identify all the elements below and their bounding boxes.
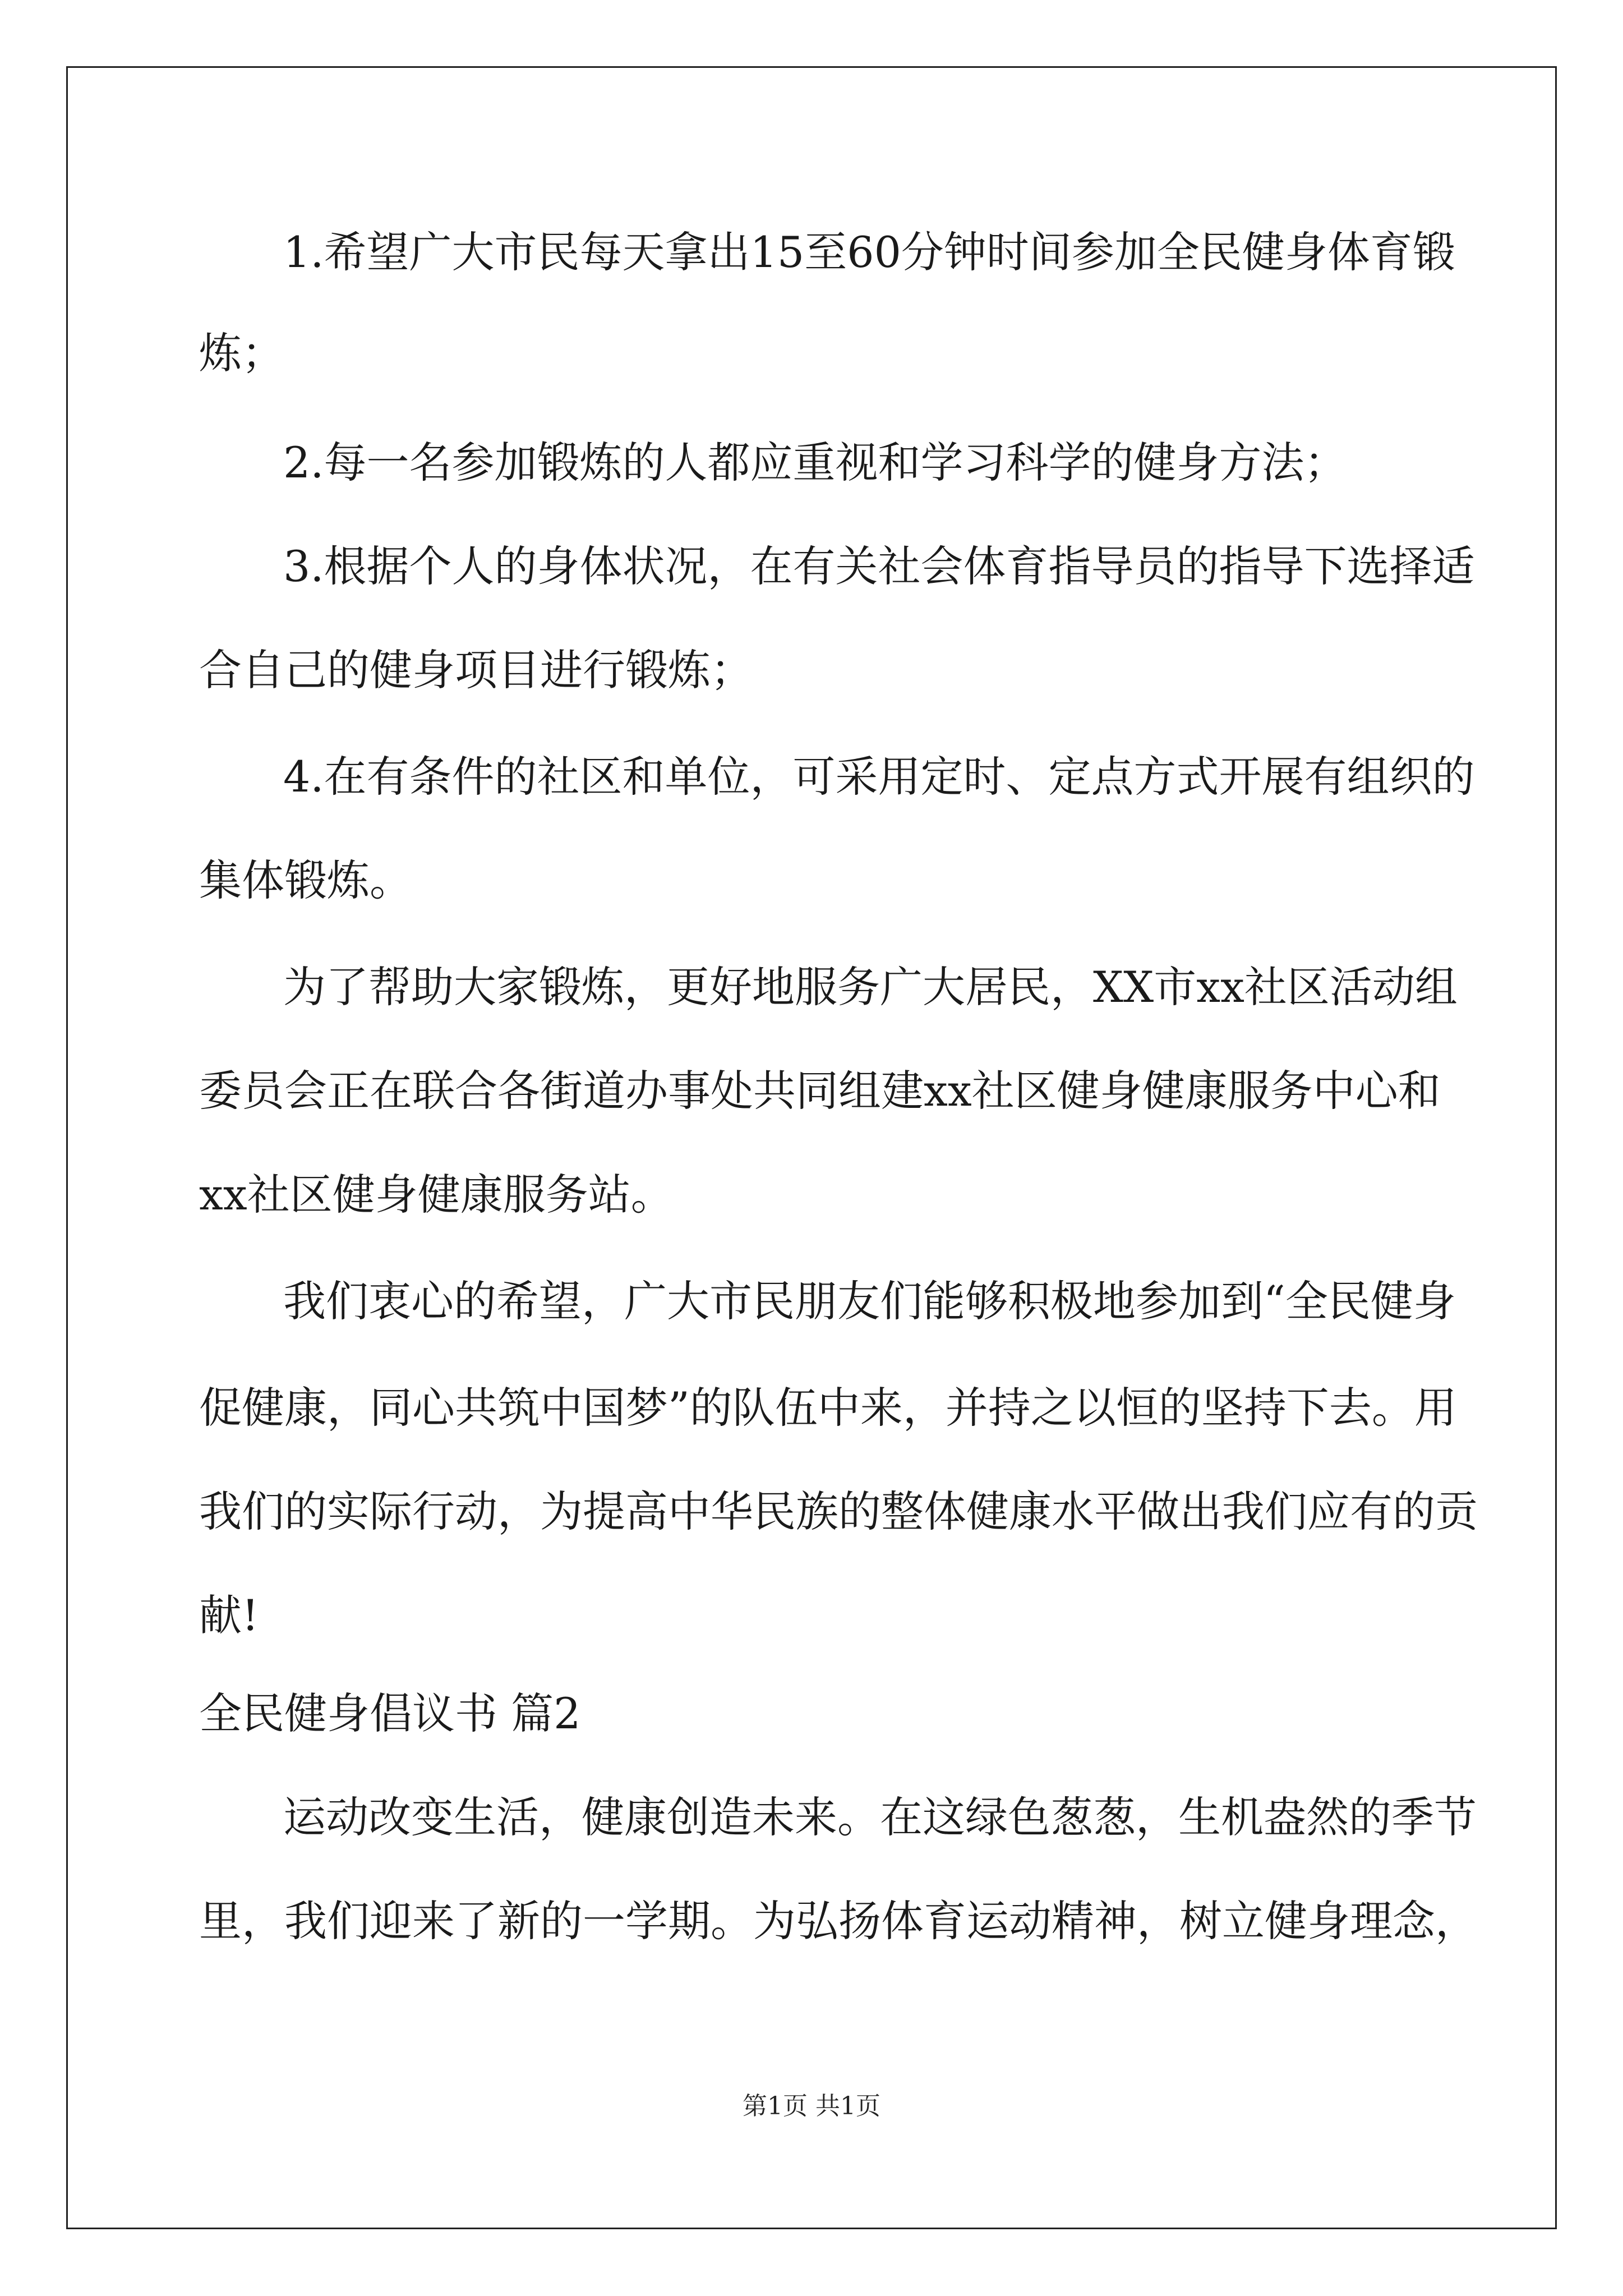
section-heading: 全民健身倡议书 篇2 — [199, 1688, 581, 1738]
paragraph-3-line-2: 合自己的健身项目进行锻炼； — [199, 645, 753, 695]
paragraph-5-line-2: 委员会正在联合各街道办事处共同组建xx社区健身健康服务中心和 — [199, 1066, 1441, 1116]
paragraph-5-line-3: xx社区健身健康服务站。 — [199, 1170, 674, 1220]
paragraph-7-line-2: 里，我们迎来了新的一学期。为弘扬体育运动精神，树立健身理念， — [199, 1896, 1478, 1946]
paragraph-6-line-1: 我们衷心的希望，广大市民朋友们能够积极地参加到“全民健身 — [283, 1276, 1456, 1326]
paragraph-4-line-1: 4.在有条件的社区和单位，可采用定时、定点方式开展有组织的 — [283, 752, 1475, 802]
paragraph-4-line-2: 集体锻炼。 — [199, 855, 412, 905]
paragraph-7-line-1: 运动改变生活，健康创造未来。在这绿色葱葱，生机盎然的季节 — [283, 1792, 1477, 1842]
paragraph-6-line-2: 促健康，同心共筑中国梦”的队伍中来，并持之以恒的坚持下去。用 — [199, 1383, 1457, 1433]
paragraph-5-line-1: 为了帮助大家锻炼，更好地服务广大居民，XX市xx社区活动组 — [283, 962, 1458, 1012]
paragraph-3-line-1: 3.根据个人的身体状况，在有关社会体育指导员的指导下选择适 — [283, 541, 1475, 591]
paragraph-6-line-4: 献! — [199, 1590, 259, 1640]
paragraph-1-line-2: 炼； — [199, 328, 284, 378]
page-footer: 第1页 共1页 — [743, 2092, 880, 2120]
paragraph-2-line-1: 2.每一名参加锻炼的人都应重视和学习科学的健身方法； — [283, 438, 1347, 487]
paragraph-6-line-3: 我们的实际行动，为提高中华民族的整体健康水平做出我们应有的贡 — [199, 1487, 1478, 1536]
paragraph-1-line-1: 1.希望广大市民每天拿出15至60分钟时间参加全民健身体育锻 — [283, 227, 1455, 277]
